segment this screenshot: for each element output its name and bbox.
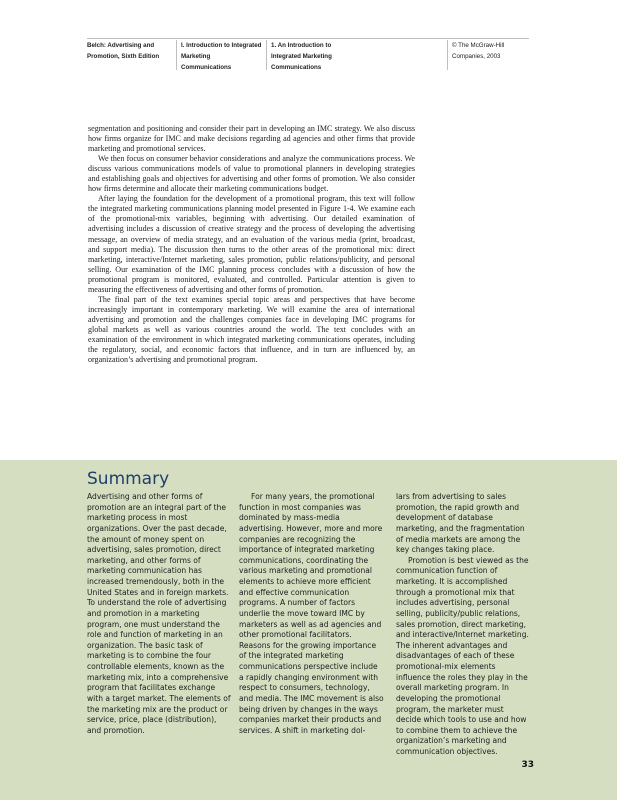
page-number: 33 — [521, 760, 534, 770]
summary-column-2 — [239, 492, 384, 736]
body-paragraph: We then focus on consumer behavior considerations and analyze the communications process. We discuss various communications models of value to promotional planners in developing strategies and establishing goals and objectives for advertising and other forms of promotion. We also consider how firms determine and allocate their marketing communications budget. — [88, 154, 415, 194]
body-paragraph: After laying the foundation for the development of a promotional program, this text will follow the integrated marketing communications planning model presented in Figure 1-4. We examine each of the promotional-mix variables, beginning with advertising. Our detailed examination of advertising includes a discussion of creative strategy and the process of developing the advertising message, an overview of media strategy, and an evaluation of the various media (print, broadcast, and support media). The discussion then turns to the other areas of the promotional mix: direct marketing, interactive/Internet marketing, sales promotion, public relations/publicity, and personal selling. Our examination of the IMC planning process concludes with a discussion of how the promotional program is monitored, evaluated, and controlled. Particular attention is given to measuring the effectiveness of advertising and other forms of promotion. — [88, 194, 415, 294]
header-book-title: Belch: Advertising and Promotion, Sixth Edition — [87, 42, 160, 60]
body-paragraph: segmentation and positioning and consider their part in developing an IMC strategy. We also discuss how firms organize for IMC and make decisions regarding ad agencies and other firms that provide marketing and promotional services. — [88, 124, 415, 154]
summary-paragraph: lars from advertising to sales promotion, the rapid growth and development of database marketing, and the fragmentation of media markets are among the key changes taking place. — [396, 492, 525, 555]
summary-column-3 — [396, 492, 531, 758]
summary-paragraph: Promotion is best viewed as the communication function of marketing. It is accomplished through a promotional mix that includes advertising, personal selling, publicity/public relations, sales promotion, direct marketing, and interactive/Internet marketing. The inherent advantages and disadvantages of each of these promotional-mix elements influence the roles they play in the overall marketing program. In developing the promotional program, the marketer must decide which tools to use and how to combine them to achieve the organization’s marketing and communication objectives. — [396, 555, 529, 756]
summary-paragraph: For many years, the promotional function in most companies was dominated by mass-media advertising. However, more and more companies are recognizing the importance of integrated marketing communications, coordinating the various marketing and promotional elements to achieve more efficient and effective communication programs. A number of factors underlie the move toward IMC by marketers as well as ad agencies and other promotional facilitators. Reasons for the growing importance of the integrated marketing communications perspective include a rapidly changing environment with respect to consumers, technology, and media. The IMC movement is also being driven by changes in the ways companies market their products and services. A shift in marketing dol- — [239, 492, 384, 735]
header-copyright: © The McGraw-Hill Companies, 2003 — [447, 40, 532, 70]
body-text — [88, 124, 415, 365]
header-rule — [87, 38, 529, 39]
summary-paragraph: Advertising and other forms of promotion are an integral part of the marketing process in most organizations. Over the past decade, the amount of money spent on advertising, sales promotion, direct marketing, and other forms of marketing communication has increased tremendously, both in the United States and in foreign markets. To understand the role of advertising and promotion in a marketing program, one must understand the role and function of marketing in an organization. The basic task of marketing is to combine the four controllable elements, known as the marketing mix, into a comprehensive program that facilitates exchange with a target market. The elements of the marketing mix are the product or service, price, place (distribution), and promotion. — [87, 492, 231, 735]
summary-title: Summary — [87, 469, 170, 489]
header-chapter-title: 1. An Introduction to Integrated Marketing Communications — [266, 40, 351, 70]
summary-column-1 — [87, 492, 232, 736]
header-part-title: I. Introduction to Integrated Marketing Communications — [176, 40, 265, 70]
body-paragraph: The final part of the text examines special topic areas and perspectives that have become increasingly important in contemporary marketing. We will examine the area of international advertising and promotion and the challenges companies face in developing IMC programs for global markets as well as various countries around the world. The text concludes with an examination of the environment in which integrated marketing communications operates, including the regulatory, social, and economic factors that influence, and in turn are influenced by, an organization’s advertising and promotional program. — [88, 294, 415, 365]
